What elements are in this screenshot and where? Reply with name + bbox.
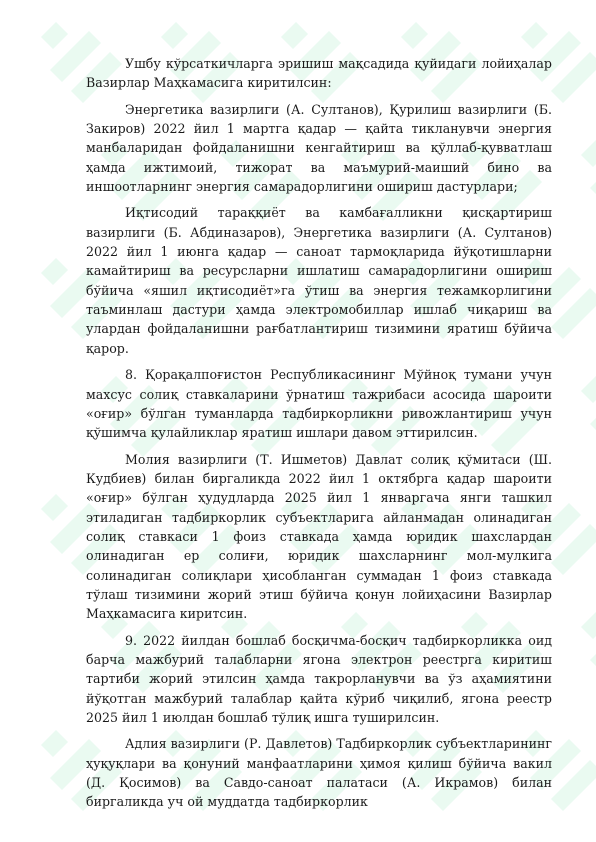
watermark-mark <box>581 612 596 693</box>
document-body <box>86 54 552 819</box>
paragraph: Иқтисодий тараққиёт ва камбағалликни қисқартириш вазирлиги (Б. Абдиназаров), Энергетика вазирлиги (А. Султанов) 2022 йил 1 июнга қадар — саноат тармоқларида йўқотишларни камайтириш ва ресурсларни ишлатиш самарадорлигини ошириш бўйича «яшил иқтисодиёт»га ўтиш ва энергия тежамкорлигини таъминлаш дастури ҳамда электромобиллар ишлаб чиқариш ва улардан фойдаланишни рағбатлантириш тизимини яратиш бўйича қарор. <box>86 205 552 356</box>
watermark-mark <box>581 140 596 221</box>
paragraph: 8. Қорақалпоғистон Республикасининг Мўйноқ тумани учун махсус солиқ ставкаларини ўрнатиш тажрибаси асосида шароити «оғир» бўлган туманларда тадбиркорликни ривожлантириш учун қўшимча қулайликлар яратиш ишлари давом эттирилсин. <box>86 367 552 441</box>
paragraph: 9. 2022 йилдан бошлаб босқичма-босқич тадбиркорликка оид барча мажбурий талабларни ягона электрон реестрга киритиш тартиби жорий этилсин ҳамда такрорланувчи ва ўз аҳамиятини йўқотган мажбурий талаблар қайта кўриб чиқилиб, ягона реестр 2025 йил 1 июлдан бошлаб тўлиқ ишга туширилсин. <box>86 632 552 725</box>
watermark-mark <box>581 376 596 457</box>
paragraph: Адлия вазирлиги (Р. Давлетов) Тадбиркорлик субъектларининг ҳуқуқлари ва қонуний манфаатларини ҳимоя қилиш бўйича вакил (Д. Қосимов) ва Савдо-саноат палатаси (А. Икрамов) билан биргаликда уч ой муддатда тадбиркорлик <box>86 736 552 810</box>
paragraph: Ушбу кўрсаткичларга эришиш мақсадида қуйидаги лойиҳалар Вазирлар Маҳкамасига киритилсин: <box>86 56 552 91</box>
paragraph: Энергетика вазирлиги (А. Султанов), Қурилиш вазирлиги (Б. Закиров) 2022 йил 1 мартга қадар — қайта тикланувчи энергия манбаларидан фойдаланишни кенгайтириш ва қўллаб-қувватлаш ҳамда ижтимоий, тижорат ва маъмурий-маиший бино ва иншоотларнинг энергия самарадорлигини ошириш дастурлари; <box>86 101 552 195</box>
paragraph: Молия вазирлиги (Т. Ишметов) Давлат солиқ қўмитаси (Ш. Кудбиев) билан биргаликда 2022 йил 1 октябрга қадар шароити «оғир» бўлган ҳудудларда 2025 йил 1 январгача янги ташкил этиладиган тадбиркорлик субъектларига айланмадан олинадиган солиқ ставкаси 1 фоиз ставкада ҳамда юридик шахслардан олинадиган ер солиғи, юридик шахсларнинг мол-мулкига солинадиган солиқлари ҳисобланган суммадан 1 фоиз ставкада тўлаш тизимини жорий этиш бўйича қонун лойиҳасини Вазирлар Маҳкамасига киритсин. <box>86 451 552 622</box>
